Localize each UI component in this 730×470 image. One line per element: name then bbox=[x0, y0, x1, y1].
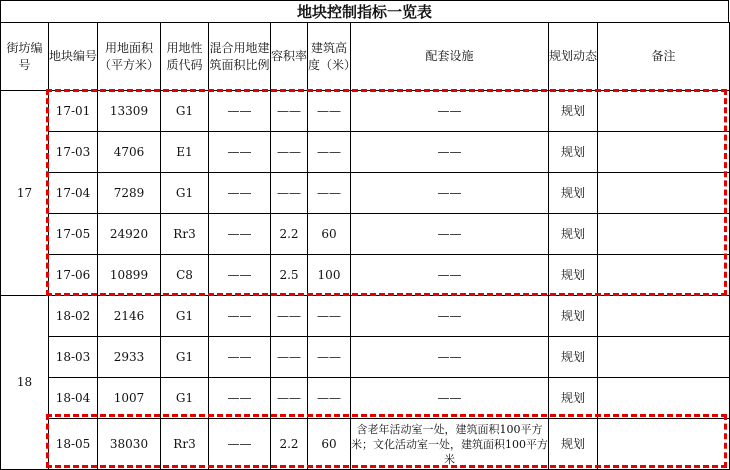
plot-cell: 18-04 bbox=[49, 378, 98, 419]
status-cell: 规划 bbox=[549, 132, 598, 173]
plot-cell: 17-03 bbox=[49, 132, 98, 173]
table-row bbox=[1, 214, 730, 255]
header-street: 街坊编号 bbox=[1, 23, 49, 91]
facilities-cell: —— bbox=[351, 132, 549, 173]
table-title: 地块控制指标一览表 bbox=[0, 0, 729, 22]
header-remark: 备注 bbox=[598, 23, 730, 91]
facilities-cell: —— bbox=[351, 173, 549, 214]
area-cell: 24920 bbox=[98, 214, 161, 255]
plot-control-table bbox=[0, 22, 730, 470]
remark-cell bbox=[598, 296, 730, 337]
header-status: 规划动态 bbox=[549, 23, 598, 91]
street-cell: 18 bbox=[1, 296, 49, 470]
status-cell: 规划 bbox=[549, 378, 598, 419]
remark-cell bbox=[598, 378, 730, 419]
height-cell: —— bbox=[308, 337, 351, 378]
mixed-cell: —— bbox=[209, 378, 271, 419]
far-cell: —— bbox=[271, 337, 308, 378]
header-height: 建筑高度（米） bbox=[308, 23, 351, 91]
height-cell: 100 bbox=[308, 255, 351, 296]
plot-cell: 17-01 bbox=[49, 91, 98, 132]
plot-cell: 17-06 bbox=[49, 255, 98, 296]
area-cell: 2146 bbox=[98, 296, 161, 337]
header-facilities: 配套设施 bbox=[351, 23, 549, 91]
mixed-cell: —— bbox=[209, 173, 271, 214]
mixed-cell: —— bbox=[209, 337, 271, 378]
status-cell: 规划 bbox=[549, 173, 598, 214]
mixed-cell: —— bbox=[209, 255, 271, 296]
code-cell: G1 bbox=[161, 378, 209, 419]
mixed-cell: —— bbox=[209, 91, 271, 132]
area-cell: 2933 bbox=[98, 337, 161, 378]
header-code: 用地性质代码 bbox=[161, 23, 209, 91]
plot-cell: 18-03 bbox=[49, 337, 98, 378]
height-cell: 60 bbox=[308, 419, 351, 470]
status-cell: 规划 bbox=[549, 419, 598, 470]
facilities-cell: —— bbox=[351, 255, 549, 296]
code-cell: G1 bbox=[161, 337, 209, 378]
header-plot: 地块编号 bbox=[49, 23, 98, 91]
code-cell: C8 bbox=[161, 255, 209, 296]
mixed-cell: —— bbox=[209, 132, 271, 173]
height-cell: —— bbox=[308, 378, 351, 419]
remark-cell bbox=[598, 255, 730, 296]
facilities-cell: 含老年活动室一处，建筑面积100平方米；文化活动室一处，建筑面积100平方米 bbox=[351, 419, 549, 470]
table-body bbox=[1, 91, 730, 470]
facilities-cell: —— bbox=[351, 214, 549, 255]
facilities-cell: —— bbox=[351, 337, 549, 378]
code-cell: G1 bbox=[161, 91, 209, 132]
area-cell: 13309 bbox=[98, 91, 161, 132]
far-cell: —— bbox=[271, 132, 308, 173]
facilities-cell: —— bbox=[351, 296, 549, 337]
street-cell: 17 bbox=[1, 91, 49, 296]
far-cell: —— bbox=[271, 173, 308, 214]
code-cell: G1 bbox=[161, 173, 209, 214]
facilities-cell: —— bbox=[351, 91, 549, 132]
area-cell: 38030 bbox=[98, 419, 161, 470]
remark-cell bbox=[598, 91, 730, 132]
remark-cell bbox=[598, 419, 730, 470]
table-row bbox=[1, 337, 730, 378]
area-cell: 1007 bbox=[98, 378, 161, 419]
height-cell: —— bbox=[308, 132, 351, 173]
table-row bbox=[1, 91, 730, 132]
code-cell: G1 bbox=[161, 296, 209, 337]
height-cell: —— bbox=[308, 91, 351, 132]
area-cell: 7289 bbox=[98, 173, 161, 214]
mixed-cell: —— bbox=[209, 419, 271, 470]
height-cell: 60 bbox=[308, 214, 351, 255]
status-cell: 规划 bbox=[549, 91, 598, 132]
header-row bbox=[1, 23, 730, 91]
table-row bbox=[1, 378, 730, 419]
remark-cell bbox=[598, 214, 730, 255]
far-cell: —— bbox=[271, 378, 308, 419]
table-row bbox=[1, 132, 730, 173]
status-cell: 规划 bbox=[549, 214, 598, 255]
table-row bbox=[1, 173, 730, 214]
far-cell: —— bbox=[271, 91, 308, 132]
mixed-cell: —— bbox=[209, 214, 271, 255]
height-cell: —— bbox=[308, 296, 351, 337]
plot-cell: 17-05 bbox=[49, 214, 98, 255]
header-area: 用地面积（平方米） bbox=[98, 23, 161, 91]
header-mixed: 混合用地建筑面积比例 bbox=[209, 23, 271, 91]
plot-cell: 18-05 bbox=[49, 419, 98, 470]
code-cell: E1 bbox=[161, 132, 209, 173]
plot-cell: 17-04 bbox=[49, 173, 98, 214]
header-far: 容积率 bbox=[271, 23, 308, 91]
table-row bbox=[1, 255, 730, 296]
area-cell: 4706 bbox=[98, 132, 161, 173]
remark-cell bbox=[598, 337, 730, 378]
table-row bbox=[1, 296, 730, 337]
remark-cell bbox=[598, 132, 730, 173]
mixed-cell: —— bbox=[209, 296, 271, 337]
table-row bbox=[1, 419, 730, 470]
far-cell: 2.2 bbox=[271, 419, 308, 470]
status-cell: 规划 bbox=[549, 255, 598, 296]
plot-cell: 18-02 bbox=[49, 296, 98, 337]
code-cell: Rr3 bbox=[161, 419, 209, 470]
facilities-cell: —— bbox=[351, 378, 549, 419]
height-cell: —— bbox=[308, 173, 351, 214]
far-cell: —— bbox=[271, 296, 308, 337]
far-cell: 2.5 bbox=[271, 255, 308, 296]
far-cell: 2.2 bbox=[271, 214, 308, 255]
status-cell: 规划 bbox=[549, 337, 598, 378]
code-cell: Rr3 bbox=[161, 214, 209, 255]
area-cell: 10899 bbox=[98, 255, 161, 296]
status-cell: 规划 bbox=[549, 296, 598, 337]
remark-cell bbox=[598, 173, 730, 214]
